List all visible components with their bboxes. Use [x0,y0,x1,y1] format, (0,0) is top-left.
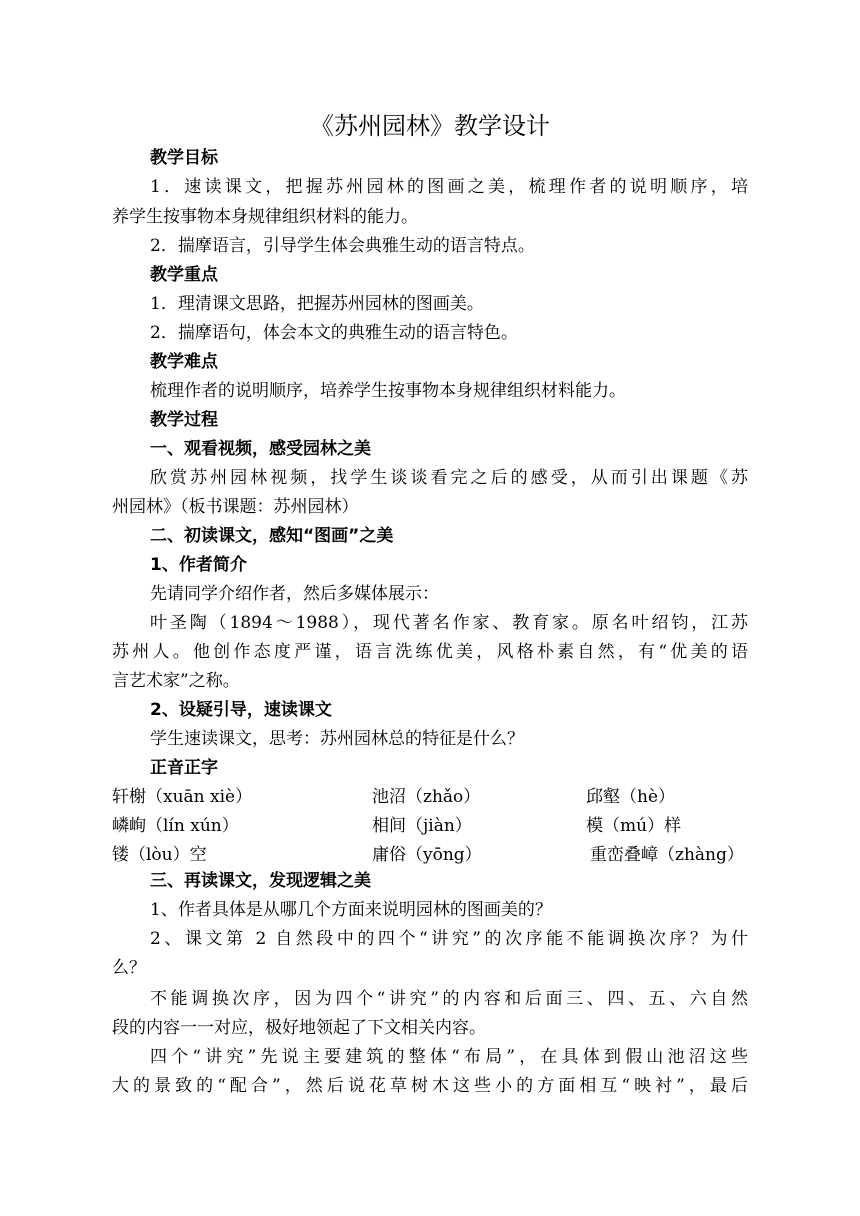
pronunciation-cell: 嶙峋（lín xún） [112,816,239,836]
pronunciation-cell: 轩榭（xuān xiè） [112,787,253,807]
page-title: 《苏州园林》教学设计 [310,112,550,140]
speed-reading-heading: 2、设疑引导，速读课文 [150,700,332,720]
pronunciation-cell: 模（mú）样 [586,816,682,836]
goal-1-line-1: 1．速读课文，把握苏州园林的图画之美，梳理作者的说明顺序，培 [150,177,748,197]
keypoint-2: 2．揣摩语句，体会本文的典雅生动的语言特色。 [150,323,518,343]
keypoint-1: 1．理清课文思路，把握苏州园林的图画美。 [150,294,484,314]
pronunciation-cell: 池沼（zhǎo） [372,787,481,807]
author-bio-line-1: 叶圣陶（1894～1988），现代著名作家、教育家。原名叶绍钧，江苏 [150,613,748,633]
pronunciation-cell: 庸俗（yōng） [372,845,482,865]
speed-reading-question: 学生速读课文，思考：苏州园林总的特征是什么？ [150,729,524,749]
goal-1-line-2: 养学生按事物本身规律组织材料的能力。 [112,207,418,227]
answer-2-line-1: 四个“讲究”先说主要建筑的整体“布局”，在具体到假山池沼这些 [150,1047,748,1067]
heading-goals: 教学目标 [150,148,218,168]
heading-process: 教学过程 [150,410,218,430]
author-bio-line-2: 苏州人。他创作态度严谨，语言洗练优美，风格朴素自然，有“优美的语 [112,642,748,662]
section-3-question-2-line-1: 2、课文第 2 自然段中的四个“讲究”的次序能不能调换次序？为什 [150,929,748,949]
section-1-line-1: 欣赏苏州园林视频，找学生谈谈看完之后的感受，从而引出课题《苏 [150,468,748,488]
goal-2: 2．揣摩语言，引导学生体会典雅生动的语言特点。 [150,236,535,256]
pronunciation-cell: 相间（jiàn） [372,816,472,836]
answer-2-line-2: 大的景致的“配合”，然后说花草树木这些小的方面相互“映衬”，最后 [112,1076,748,1096]
pronunciation-cell: 重峦叠嶂（zhàng） [590,845,744,865]
section-3-question-2-line-2: 么？ [112,958,146,978]
pronunciation-cell: 邱壑（hè） [586,787,676,807]
pronunciation-heading: 正音正字 [150,758,218,778]
heading-difficulty: 教学难点 [150,352,218,372]
section-3-heading: 三、再读课文，发现逻辑之美 [150,871,371,891]
section-2-heading: 二、初读课文，感知“图画”之美 [150,526,394,546]
heading-keypoints: 教学重点 [150,265,218,285]
section-1-line-2: 州园林》（板书课题：苏州园林） [112,497,359,517]
pronunciation-cell: 镂（lòu）空 [112,845,207,865]
section-1-heading: 一、观看视频，感受园林之美 [150,439,371,459]
answer-1-line-1: 不能调换次序，因为四个“讲究”的内容和后面三、四、五、六自然 [150,989,748,1009]
author-intro-text: 先请同学介绍作者，然后多媒体展示： [150,584,439,604]
difficulty-text: 梳理作者的说明顺序，培养学生按事物本身规律组织材料能力。 [150,381,626,401]
author-bio-line-3: 言艺术家”之称。 [112,671,240,691]
answer-1-line-2: 段的内容一一对应，极好地领起了下文相关内容。 [112,1018,486,1038]
section-3-question-1: 1、作者具体是从哪几个方面来说明园林的图画美的？ [150,900,552,920]
author-intro-heading: 1、作者简介 [150,555,247,575]
